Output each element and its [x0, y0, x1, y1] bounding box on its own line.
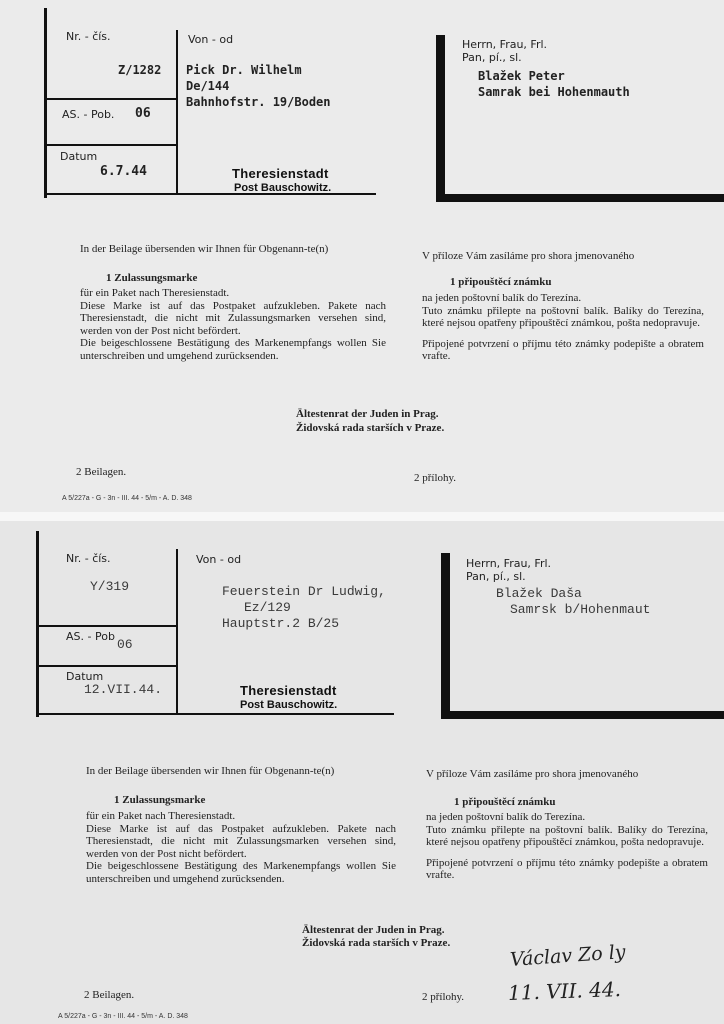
recipient-box-left-border: [441, 553, 450, 719]
camp-name: Theresienstadt: [240, 683, 337, 698]
datum-label: Datum: [66, 670, 104, 683]
sender-code: Ez/129: [244, 600, 291, 615]
row-divider: [36, 625, 177, 627]
german-intro: In der Beilage übersenden wir Ihnen für Obgenann-te(n): [80, 243, 329, 255]
post-office: Post Bauschowitz.: [240, 699, 338, 711]
sender-address: Hauptstr.2 B/25: [222, 616, 340, 631]
left-border-line: [44, 8, 47, 198]
bottom-line: [38, 713, 394, 715]
form-code: A 5/227a - G - 3n - III. 44 - 5/m - A. D. 348: [62, 495, 192, 502]
datum-label: Datum: [60, 150, 98, 163]
council-name-de: Ältestenrat der Juden in Prag.: [302, 924, 445, 936]
german-heading: 1 Zulassungsmarke: [114, 794, 206, 806]
camp-name: Theresienstadt: [232, 166, 329, 181]
von-label: Von - od: [196, 553, 242, 566]
sender-code: De/144: [186, 79, 230, 93]
council-name-de: Ältestenrat der Juden in Prag.: [296, 408, 439, 420]
sender-name: Pick Dr. Wilhelm: [186, 63, 302, 77]
sender-address: Bahnhofstr. 19/Boden: [186, 95, 331, 109]
row-divider: [44, 144, 177, 146]
prilohy-count: 2 přílohy.: [414, 472, 457, 484]
czech-body: na jeden poštovní balík do Terezína. Tuto známku přilepte na poštovní balík. Balíky do Terezína, které nejsou opatřeny připouštěcí známkou, pošta nedopravuje. Připojené potvrzení o příjmu této známky podepište a obratem vrafte.: [426, 811, 708, 881]
as-value: 06: [117, 637, 133, 652]
beilagen-count: 2 Beilagen.: [76, 466, 127, 478]
permit-card-2: [0, 521, 724, 1024]
nr-label: Nr. - čís.: [66, 552, 111, 565]
czech-intro: V příloze Vám zasíláme pro shora jmenovaného: [426, 768, 639, 780]
as-label: AS. - Pob: [66, 630, 115, 643]
german-body: für ein Paket nach Theresienstadt. Diese Marke ist auf das Postpaket aufzukleben. Pakete nach Theresienstadt, die nicht mit Zulassungsmarken versehen sind, werden von der Post nicht befördert. Die beigeschlossene Bestätigung des Markenempfangs wollen Sie unterschreiben und umgehend zurücksenden.: [86, 810, 396, 885]
czech-heading: 1 připouštěcí známku: [454, 796, 556, 808]
recipient-name: Blažek Peter: [478, 69, 565, 83]
german-heading: 1 Zulassungsmarke: [106, 272, 198, 284]
nr-label: Nr. - čís.: [66, 30, 111, 43]
von-label: Von - od: [188, 33, 234, 46]
as-value: 06: [135, 106, 151, 121]
german-intro: In der Beilage übersenden wir Ihnen für Obgenann-te(n): [86, 765, 335, 777]
datum-value: 12.VII.44.: [84, 682, 163, 697]
handwritten-date: 11. VII. 44.: [507, 977, 622, 1005]
beilagen-count: 2 Beilagen.: [84, 989, 135, 1001]
sender-name: Feuerstein Dr Ludwig,: [222, 584, 386, 599]
recipient-label-de: Herrn, Frau, Frl.: [462, 38, 548, 51]
post-office: Post Bauschowitz.: [234, 182, 332, 194]
recipient-label-de: Herrn, Frau, Frl.: [466, 557, 552, 570]
czech-intro: V příloze Vám zasíláme pro shora jmenovaného: [422, 250, 635, 262]
german-body: für ein Paket nach Theresienstadt. Diese Marke ist auf das Postpaket aufzukleben. Pakete nach Theresienstadt, die nicht mit Zulassungsmarken versehen sind, werden von der Post nicht befördert. Die beigeschlossene Bestätigung des Markenempfangs wollen Sie unterschreiben und umgehend zurücksenden.: [80, 287, 386, 362]
row-divider: [36, 665, 177, 667]
council-name-cz: Židovská rada starších v Praze.: [302, 937, 451, 949]
column-divider: [176, 30, 178, 195]
recipient-name: Blažek Daša: [496, 586, 582, 601]
prilohy-count: 2 přílohy.: [422, 991, 465, 1003]
datum-value: 6.7.44: [100, 164, 147, 179]
recipient-place: Samrsk b/Hohenmaut: [510, 602, 651, 617]
recipient-label-cz: Pan, pí., sl.: [462, 51, 522, 64]
recipient-box-bottom-border: [436, 194, 724, 202]
recipient-label-cz: Pan, pí., sl.: [466, 570, 526, 583]
czech-body: na jeden poštovní balík do Terezína. Tuto známku přilepte na poštovní balík. Balíky do Terezína, které nejsou opatřeny připouštěcí známkou, pošta nedopravuje. Připojené potvrzení o příjmu této známky podepište a obratem vrafte.: [422, 292, 704, 362]
nr-value: Y/319: [90, 579, 130, 594]
recipient-place: Samrak bei Hohenmauth: [478, 85, 630, 99]
as-label: AS. - Pob.: [62, 108, 115, 121]
form-code: A 5/227a - G - 3n - III. 44 - 5/m - A. D. 348: [58, 1013, 188, 1020]
nr-value: Z/1282: [118, 63, 162, 77]
paper-gap: [0, 512, 724, 521]
council-name-cz: Židovská rada starších v Praze.: [296, 422, 445, 434]
column-divider: [176, 549, 178, 714]
left-border-line: [36, 531, 39, 717]
recipient-box-bottom-border: [441, 711, 724, 719]
recipient-box-left-border: [436, 35, 445, 200]
czech-heading: 1 připouštěcí známku: [450, 276, 552, 288]
handwritten-signature: Václav Zo ly: [509, 940, 627, 972]
row-divider: [44, 98, 177, 100]
